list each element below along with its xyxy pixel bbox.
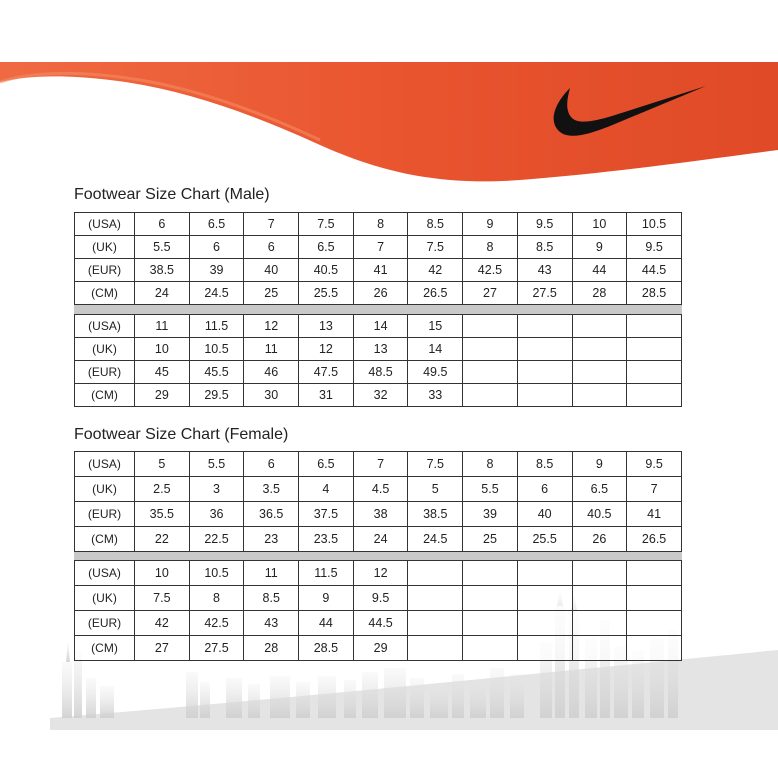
size-cell: 7 — [353, 452, 408, 477]
size-cell: 26 — [572, 527, 627, 552]
size-cell: 5 — [408, 477, 463, 502]
size-cell: 9.5 — [627, 452, 682, 477]
row-label: (USA) — [75, 561, 135, 586]
row-label: (CM) — [75, 282, 135, 305]
size-cell: 8 — [353, 213, 408, 236]
size-cell: 6 — [244, 236, 299, 259]
table-row — [75, 477, 682, 502]
size-cell: 8.5 — [408, 213, 463, 236]
table-row — [75, 384, 682, 407]
size-cell — [463, 636, 518, 661]
size-cell — [463, 384, 518, 407]
size-cell: 7.5 — [408, 236, 463, 259]
size-cell — [517, 611, 572, 636]
size-cell — [627, 361, 682, 384]
size-cell: 11.5 — [299, 561, 354, 586]
size-cell: 9 — [463, 213, 518, 236]
row-label: (UK) — [75, 338, 135, 361]
size-cell: 42 — [135, 611, 190, 636]
size-cell: 49.5 — [408, 361, 463, 384]
table-row — [75, 338, 682, 361]
size-cell: 6.5 — [189, 213, 244, 236]
size-cell: 40.5 — [299, 259, 354, 282]
size-cell — [517, 338, 572, 361]
size-cell: 27.5 — [517, 282, 572, 305]
size-cell: 14 — [353, 315, 408, 338]
size-cell: 42.5 — [463, 259, 518, 282]
table-separator — [75, 305, 682, 315]
size-cell: 22.5 — [189, 527, 244, 552]
size-cell: 45.5 — [189, 361, 244, 384]
row-label: (USA) — [75, 315, 135, 338]
size-cell — [627, 636, 682, 661]
male-chart-title: Footwear Size Chart (Male) — [74, 186, 270, 203]
size-cell: 31 — [299, 384, 354, 407]
size-cell: 30 — [244, 384, 299, 407]
size-cell — [572, 586, 627, 611]
size-cell: 11 — [244, 338, 299, 361]
row-label: (EUR) — [75, 611, 135, 636]
size-cell: 9.5 — [627, 236, 682, 259]
size-cell: 11.5 — [189, 315, 244, 338]
size-cell: 11 — [135, 315, 190, 338]
female-table-body — [75, 452, 682, 661]
size-cell: 45 — [135, 361, 190, 384]
row-label: (USA) — [75, 213, 135, 236]
size-cell: 27.5 — [189, 636, 244, 661]
size-cell: 3 — [189, 477, 244, 502]
table-separator — [75, 552, 682, 561]
size-cell: 7 — [627, 477, 682, 502]
size-cell: 48.5 — [353, 361, 408, 384]
table-row — [75, 561, 682, 586]
size-cell: 10.5 — [627, 213, 682, 236]
table-row — [75, 282, 682, 305]
size-cell — [572, 315, 627, 338]
size-cell — [627, 315, 682, 338]
size-cell: 36.5 — [244, 502, 299, 527]
size-cell — [408, 586, 463, 611]
table-row — [75, 611, 682, 636]
size-cell: 15 — [408, 315, 463, 338]
size-cell: 4 — [299, 477, 354, 502]
size-cell: 5.5 — [135, 236, 190, 259]
row-label: (CM) — [75, 384, 135, 407]
size-cell — [627, 384, 682, 407]
table-row — [75, 213, 682, 236]
size-cell: 46 — [244, 361, 299, 384]
size-cell: 3.5 — [244, 477, 299, 502]
size-cell: 8 — [463, 236, 518, 259]
size-cell: 26.5 — [408, 282, 463, 305]
size-cell: 27 — [463, 282, 518, 305]
row-label: (UK) — [75, 236, 135, 259]
table-row — [75, 259, 682, 282]
size-cell: 9 — [299, 586, 354, 611]
size-cell: 29 — [135, 384, 190, 407]
size-cell: 9.5 — [517, 213, 572, 236]
size-cell — [408, 611, 463, 636]
size-cell: 27 — [135, 636, 190, 661]
row-label: (USA) — [75, 452, 135, 477]
size-cell — [463, 361, 518, 384]
size-cell — [408, 561, 463, 586]
size-cell: 29.5 — [189, 384, 244, 407]
size-cell: 37.5 — [299, 502, 354, 527]
size-cell — [517, 586, 572, 611]
size-cell — [572, 636, 627, 661]
size-cell: 6.5 — [572, 477, 627, 502]
size-cell — [572, 361, 627, 384]
size-cell: 7 — [244, 213, 299, 236]
size-cell — [517, 315, 572, 338]
size-cell: 36 — [189, 502, 244, 527]
size-cell: 10 — [135, 338, 190, 361]
table-row — [75, 315, 682, 338]
size-cell: 10 — [572, 213, 627, 236]
size-cell: 7 — [353, 236, 408, 259]
size-cell: 43 — [517, 259, 572, 282]
size-cell — [463, 586, 518, 611]
size-cell: 8.5 — [244, 586, 299, 611]
size-cell: 44.5 — [627, 259, 682, 282]
size-cell: 9 — [572, 236, 627, 259]
size-cell — [517, 561, 572, 586]
size-cell: 14 — [408, 338, 463, 361]
size-cell — [627, 338, 682, 361]
table-row — [75, 361, 682, 384]
size-cell: 23 — [244, 527, 299, 552]
size-cell: 29 — [353, 636, 408, 661]
size-cell: 40.5 — [572, 502, 627, 527]
table-row — [75, 586, 682, 611]
size-cell: 5.5 — [189, 452, 244, 477]
size-cell: 38.5 — [135, 259, 190, 282]
size-cell: 44 — [299, 611, 354, 636]
size-cell — [627, 561, 682, 586]
size-cell — [572, 338, 627, 361]
size-cell: 10.5 — [189, 338, 244, 361]
size-cell: 11 — [244, 561, 299, 586]
size-cell: 12 — [353, 561, 408, 586]
male-table-body — [75, 213, 682, 407]
size-cell: 10 — [135, 561, 190, 586]
size-cell: 35.5 — [135, 502, 190, 527]
size-cell: 6.5 — [299, 452, 354, 477]
swoosh-icon — [548, 82, 708, 142]
size-cell: 9 — [572, 452, 627, 477]
size-cell: 2.5 — [135, 477, 190, 502]
size-cell: 25 — [244, 282, 299, 305]
size-cell: 39 — [189, 259, 244, 282]
size-cell: 5.5 — [463, 477, 518, 502]
size-cell: 44.5 — [353, 611, 408, 636]
size-cell: 24 — [353, 527, 408, 552]
size-cell: 6 — [135, 213, 190, 236]
size-cell: 24.5 — [189, 282, 244, 305]
size-cell: 26 — [353, 282, 408, 305]
table-row — [75, 636, 682, 661]
size-cell — [517, 636, 572, 661]
size-cell: 8.5 — [517, 452, 572, 477]
size-cell: 7.5 — [135, 586, 190, 611]
size-cell: 28.5 — [627, 282, 682, 305]
row-label: (EUR) — [75, 259, 135, 282]
size-cell: 7.5 — [408, 452, 463, 477]
size-cell: 24 — [135, 282, 190, 305]
size-cell: 12 — [299, 338, 354, 361]
size-cell — [408, 636, 463, 661]
row-label: (EUR) — [75, 502, 135, 527]
row-label: (CM) — [75, 527, 135, 552]
size-cell — [627, 586, 682, 611]
size-cell: 28 — [244, 636, 299, 661]
size-cell — [463, 561, 518, 586]
size-cell — [463, 315, 518, 338]
size-cell: 38 — [353, 502, 408, 527]
row-label: (UK) — [75, 477, 135, 502]
size-cell — [572, 384, 627, 407]
size-cell: 40 — [517, 502, 572, 527]
size-cell: 25.5 — [299, 282, 354, 305]
separator-bar — [75, 552, 682, 561]
size-cell: 24.5 — [408, 527, 463, 552]
size-cell: 44 — [572, 259, 627, 282]
size-cell: 8.5 — [517, 236, 572, 259]
row-label: (UK) — [75, 586, 135, 611]
female-chart-title: Footwear Size Chart (Female) — [74, 426, 289, 443]
size-cell: 6 — [189, 236, 244, 259]
size-cell: 4.5 — [353, 477, 408, 502]
size-cell: 7.5 — [299, 213, 354, 236]
size-cell: 12 — [244, 315, 299, 338]
size-cell: 47.5 — [299, 361, 354, 384]
size-cell — [517, 384, 572, 407]
size-cell — [517, 361, 572, 384]
size-cell: 6 — [517, 477, 572, 502]
size-cell — [627, 611, 682, 636]
size-cell: 41 — [353, 259, 408, 282]
female-size-table — [74, 451, 682, 661]
separator-bar — [75, 305, 682, 315]
size-cell: 25.5 — [517, 527, 572, 552]
size-cell: 38.5 — [408, 502, 463, 527]
size-cell: 23.5 — [299, 527, 354, 552]
size-cell: 40 — [244, 259, 299, 282]
size-cell: 42.5 — [189, 611, 244, 636]
table-row — [75, 452, 682, 477]
size-cell: 32 — [353, 384, 408, 407]
size-cell: 13 — [299, 315, 354, 338]
size-cell — [463, 611, 518, 636]
size-cell: 5 — [135, 452, 190, 477]
table-row — [75, 527, 682, 552]
size-cell: 22 — [135, 527, 190, 552]
size-cell: 8 — [189, 586, 244, 611]
table-row — [75, 502, 682, 527]
size-cell: 9.5 — [353, 586, 408, 611]
size-cell: 10.5 — [189, 561, 244, 586]
male-size-table — [74, 212, 682, 407]
size-cell: 42 — [408, 259, 463, 282]
row-label: (CM) — [75, 636, 135, 661]
size-cell: 13 — [353, 338, 408, 361]
size-cell: 6.5 — [299, 236, 354, 259]
size-cell: 6 — [244, 452, 299, 477]
size-cell: 26.5 — [627, 527, 682, 552]
size-cell: 28.5 — [299, 636, 354, 661]
table-row — [75, 236, 682, 259]
size-cell: 41 — [627, 502, 682, 527]
row-label: (EUR) — [75, 361, 135, 384]
size-cell: 33 — [408, 384, 463, 407]
size-cell: 43 — [244, 611, 299, 636]
size-cell: 28 — [572, 282, 627, 305]
size-cell: 25 — [463, 527, 518, 552]
size-cell — [463, 338, 518, 361]
size-cell: 39 — [463, 502, 518, 527]
size-cell — [572, 561, 627, 586]
size-cell: 8 — [463, 452, 518, 477]
size-cell — [572, 611, 627, 636]
